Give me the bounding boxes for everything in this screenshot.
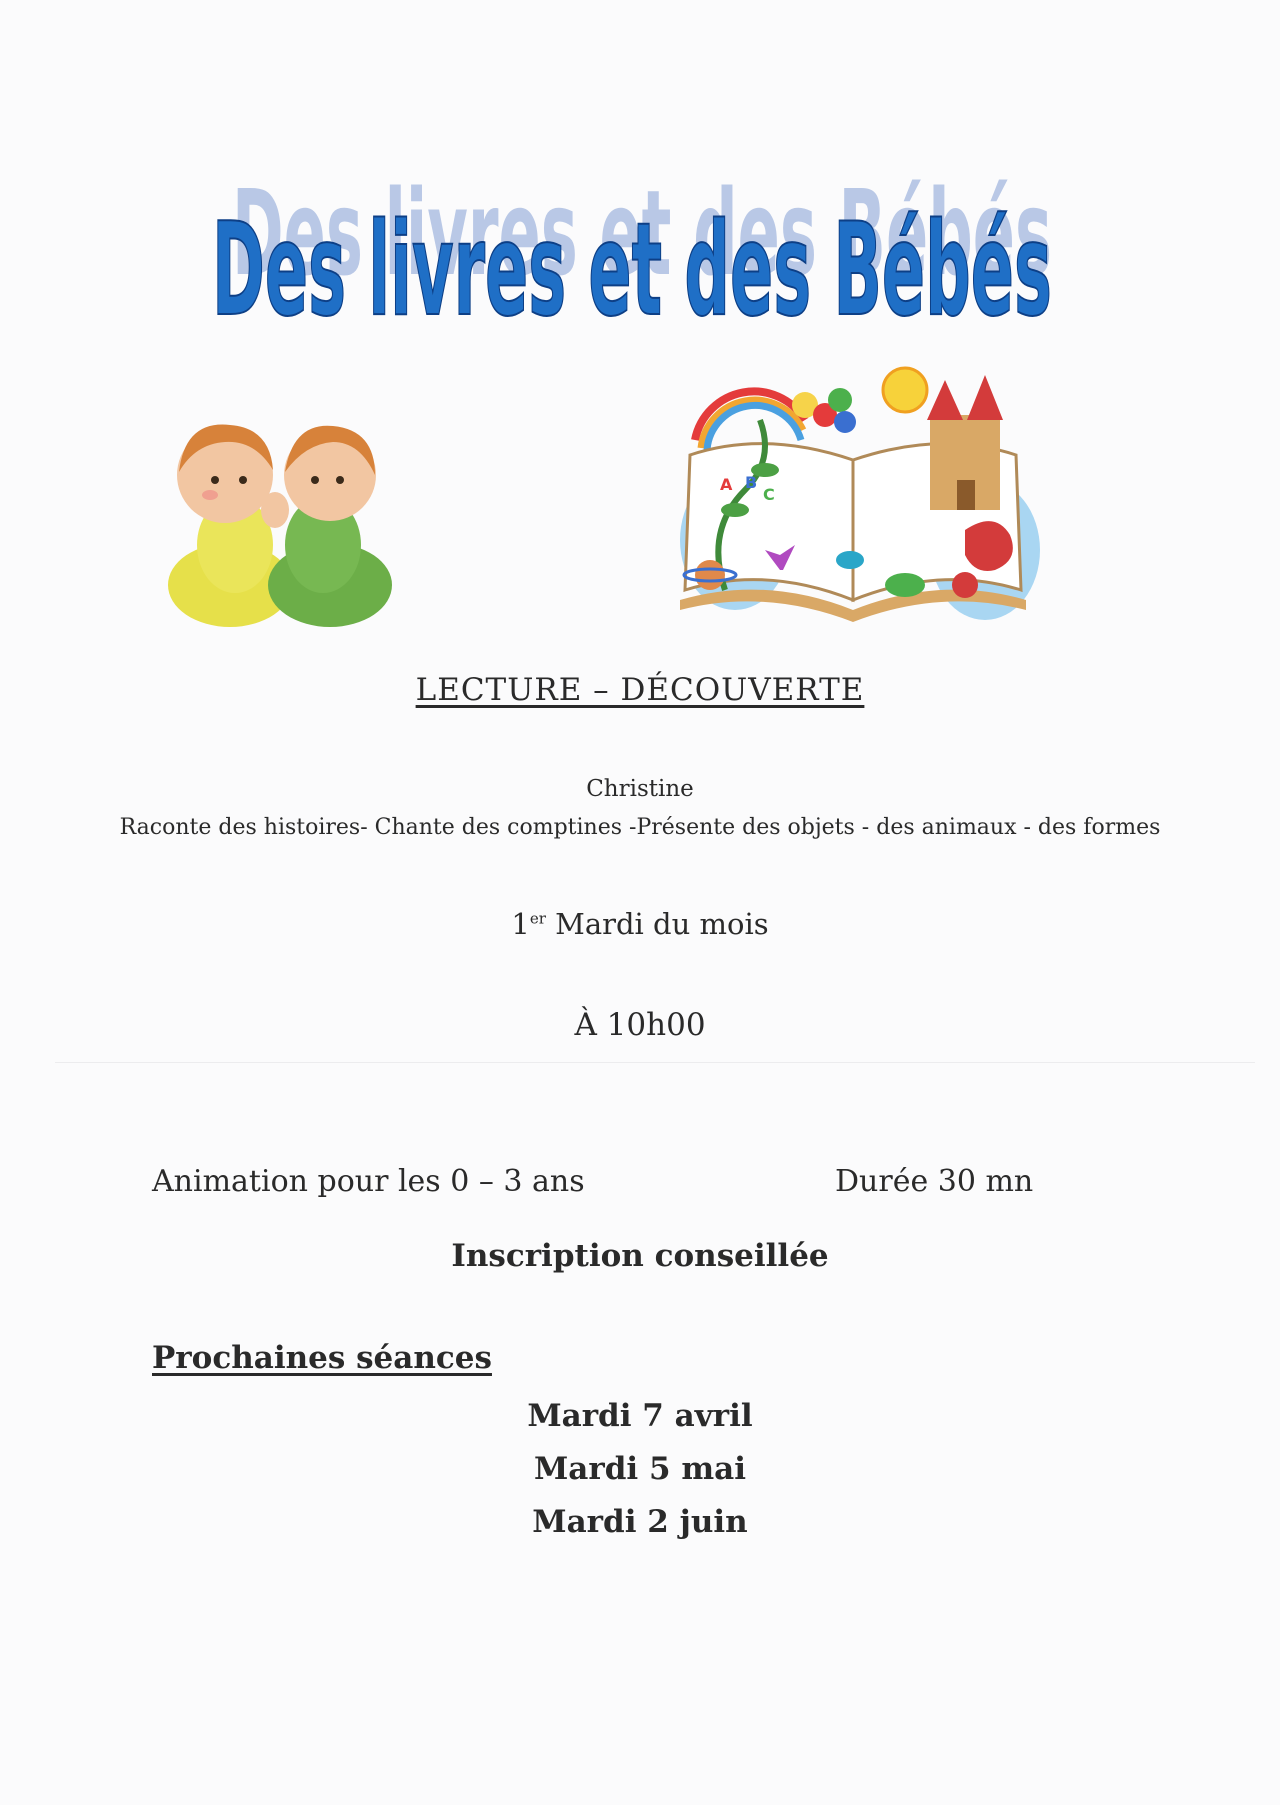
schedule-ordinal: 1 (511, 907, 530, 941)
registration-note: Inscription conseillée (451, 1238, 829, 1274)
age-range: Animation pour les 0 – 3 ans (152, 1164, 585, 1199)
schedule-ordinal-suffix: er (529, 909, 546, 928)
session-duration: Durée 30 mn (835, 1164, 1034, 1199)
title-wordart (200, 140, 1080, 350)
title-text: Des livres et des Bébés (212, 196, 1052, 345)
activity-description: Raconte des histoires- Chante des comptines -Présente des objets - des animaux - des formes (119, 815, 1161, 840)
next-sessions-label: Prochaines séances (152, 1340, 492, 1376)
schedule-text: Mardi du mois (545, 907, 769, 941)
session-date: Mardi 5 mai (533, 1451, 746, 1487)
session-date: Mardi 7 avril (527, 1398, 753, 1434)
session-date: Mardi 2 juin (532, 1504, 748, 1540)
babies-illustration (155, 380, 395, 640)
svg-text:A: A (720, 475, 733, 494)
title-shadow: Des livres et des Bébés (232, 164, 1052, 302)
schedule-line (0, 907, 1280, 941)
svg-text:B: B (745, 473, 758, 492)
divider (55, 1062, 1255, 1063)
session-time: À 10h00 (574, 1007, 706, 1043)
svg-text:C: C (763, 485, 775, 504)
section-heading: LECTURE – DÉCOUVERTE (415, 672, 865, 708)
storybook-illustration (665, 360, 1045, 650)
next-sessions-list (0, 1390, 1280, 1549)
presenter-name: Christine (586, 776, 694, 802)
